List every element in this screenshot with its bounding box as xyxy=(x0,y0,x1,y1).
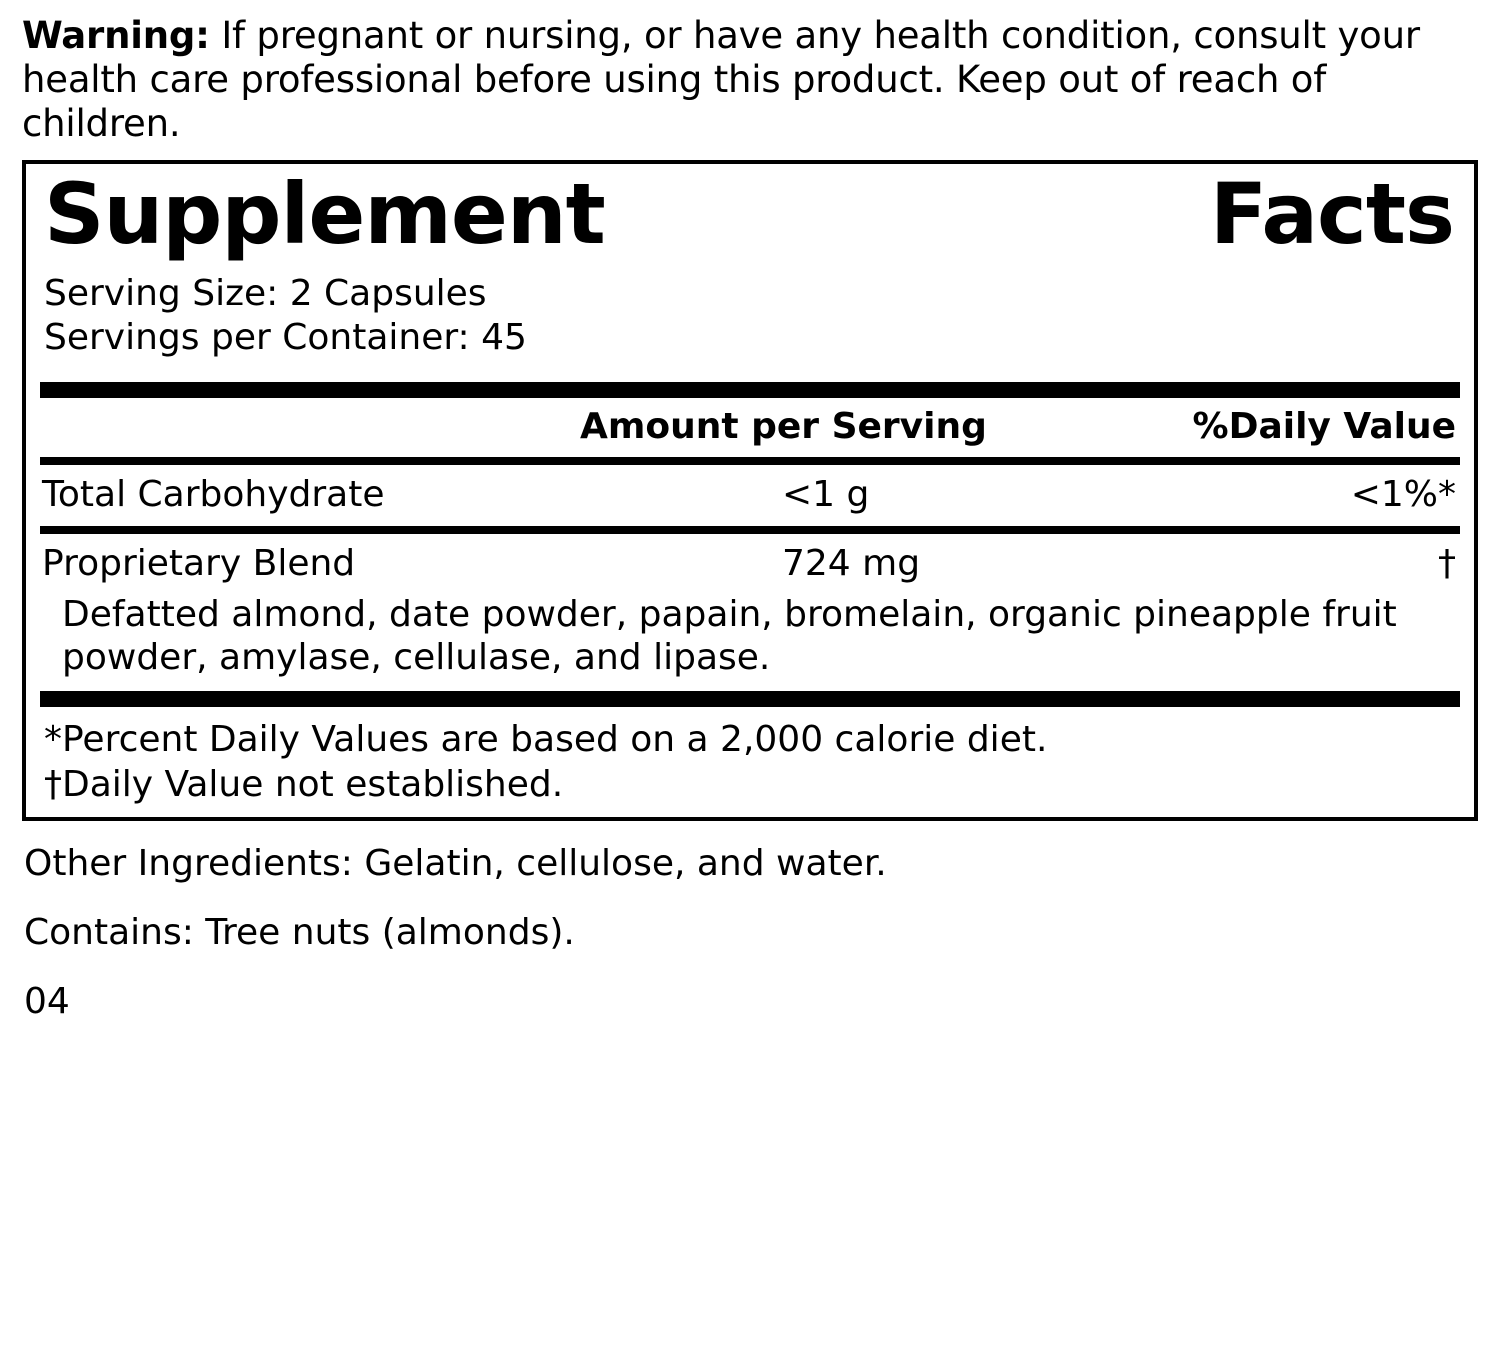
row-amount: <1 g xyxy=(782,473,870,515)
serving-size: Serving Size: 2 Capsules xyxy=(44,273,487,315)
rule-thick-bottom xyxy=(40,691,1460,707)
column-header-daily-value: %Daily Value xyxy=(1192,405,1456,447)
row-name: Total Carbohydrate xyxy=(42,473,385,515)
footnote-dv-not-established: †Daily Value not established. xyxy=(44,764,564,806)
rule-between-rows xyxy=(40,526,1460,534)
column-header-amount: Amount per Serving xyxy=(580,405,987,447)
table-row-total-carbohydrate xyxy=(40,465,1460,522)
revision-code: 04 xyxy=(24,981,70,1023)
table-row-proprietary-blend xyxy=(40,534,1460,591)
column-headers xyxy=(40,398,1460,453)
supplement-facts-panel xyxy=(22,160,1478,821)
footnotes xyxy=(40,707,1460,807)
supplement-facts-title xyxy=(40,164,1460,264)
row-daily-value: <1%* xyxy=(1350,473,1456,515)
row-name: Proprietary Blend xyxy=(42,542,356,584)
servings-per-container: Servings per Container: 45 xyxy=(44,316,527,358)
rule-thick-top xyxy=(40,382,1460,398)
row-amount: 724 mg xyxy=(782,542,921,584)
proprietary-blend-ingredients: Defatted almond, date powder, papain, bromelain, organic pineapple fruit powder, amylase, cellulase, and lipase. xyxy=(62,593,1397,679)
footnote-daily-values: *Percent Daily Values are based on a 2,000 calorie diet. xyxy=(44,719,1048,761)
warning-text: If pregnant or nursing, or have any health condition, consult your health care professional before using this product. Keep out of reach of children. xyxy=(22,14,1420,146)
column-header-name xyxy=(40,406,580,447)
other-ingredients: Other Ingredients: Gelatin, cellulose, and water. xyxy=(24,843,887,885)
title-word-supplement: Supplement xyxy=(44,165,605,264)
contains-allergens: Contains: Tree nuts (almonds). xyxy=(24,912,575,954)
warning-paragraph xyxy=(22,0,1478,146)
title-word-facts: Facts xyxy=(1209,165,1454,264)
rule-under-headers xyxy=(40,457,1460,465)
serving-info xyxy=(40,256,1460,360)
row-daily-value: † xyxy=(1438,542,1456,584)
warning-label: Warning: xyxy=(22,14,210,57)
